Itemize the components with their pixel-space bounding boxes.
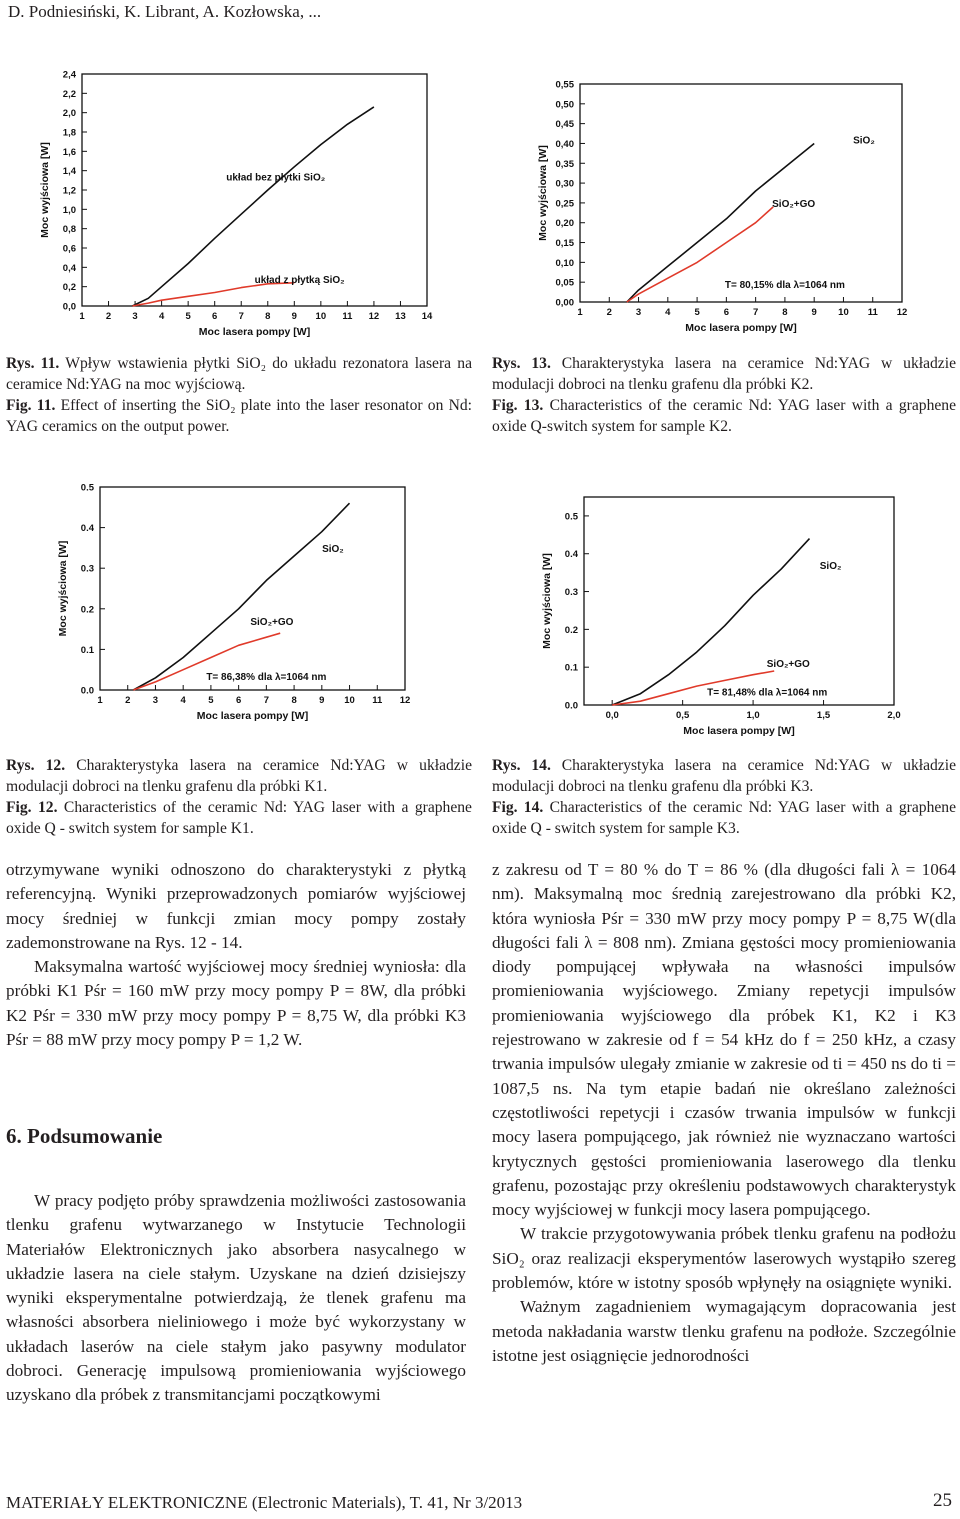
x-tick-label: 7 [752, 307, 759, 318]
caption-label: Fig. 12. [6, 799, 58, 816]
chart-fig12 [45, 475, 425, 730]
y-tick-label: 0,6 [62, 243, 76, 255]
x-axis-label: Moc lasera pompy [W] [683, 725, 795, 737]
series-label: SiO₂+GO [766, 659, 810, 671]
x-tick-label: 0,0 [605, 710, 619, 721]
page-number: 25 [933, 1490, 952, 1511]
caption-label: Fig. 11. [6, 397, 56, 414]
x-tick-label: 2 [606, 307, 612, 318]
x-tick-label: 8 [782, 307, 788, 318]
y-tick-label: 2,4 [62, 69, 76, 81]
x-tick-label: 3 [132, 311, 138, 322]
x-tick-label: 10 [315, 311, 327, 322]
x-tick-label: 1 [79, 311, 85, 322]
y-tick-label: 0.5 [564, 511, 578, 523]
caption-label: Fig. 13. [492, 397, 544, 414]
y-tick-label: 0.0 [80, 685, 94, 697]
figure-13 [530, 72, 925, 344]
x-tick-label: 12 [368, 311, 380, 322]
caption-text: Characteristics of the ceramic Nd: YAG laser with a graphene oxide Q - switch system for sample K3. [492, 799, 957, 837]
journal-footer: MATERIAŁY ELEKTRONICZNE (Electronic Materials), T. 41, Nr 3/2013 [6, 1493, 523, 1512]
caption-fig13 [492, 353, 956, 437]
paragraph: W trakcie przygotowywania próbek tlenku grafenu na podłożu SiO₂ oraz realizacji eksperymentów laserowych wystąpiło szereg problemów, które w istotny sposób wpłynęły na osiągnięte wyniki. [492, 1224, 956, 1293]
plot-frame [580, 84, 902, 302]
caption-fig14 [492, 755, 956, 839]
y-axis-label: Moc wyjściowa [W] [541, 553, 553, 649]
series-label: SiO₂ [322, 543, 344, 555]
caption-label: Rys. 11. [6, 355, 60, 372]
x-tick-label: 3 [152, 695, 159, 706]
figure-12 [45, 475, 425, 730]
series-label: SiO₂+GO [772, 198, 816, 210]
x-tick-label: 2,0 [887, 710, 901, 721]
y-tick-label: 0.4 [80, 523, 94, 535]
caption-label: Rys. 14. [492, 757, 551, 774]
body-left-bottom [6, 1189, 466, 1408]
x-tick-label: 13 [395, 311, 406, 322]
x-tick-label: 9 [291, 311, 297, 322]
y-tick-label: 0.2 [564, 624, 578, 636]
series-label: SiO₂+GO [250, 617, 294, 629]
body-right [492, 858, 956, 1368]
x-tick-label: 4 [158, 311, 165, 322]
plot-frame [584, 497, 894, 705]
running-header: D. Podniesiński, K. Librant, A. Kozłowska, ... [8, 2, 322, 21]
paragraph: Maksymalna wartość wyjściowej mocy średniej wyniosła: dla próbki K1 Pśr = 160 mW przy mocy pompy P = 8W, dla próbki K2 Pśr = 330 mW przy mocy pompy P = 8,75 W, dla próbki K3 Pśr = 88 mW przy mocy pompy P = 1,2 W. [6, 957, 466, 1050]
section-title: 6. Podsumowanie [6, 1124, 163, 1148]
x-axis-label: Moc lasera pompy [W] [198, 326, 311, 338]
caption-text: Charakterystyka lasera na ceramice Nd:YAG w układzie modulacji dobroci na tlenku grafenu dla próbki K3. [492, 757, 956, 795]
y-tick-label: 0,45 [555, 119, 574, 131]
y-tick-label: 0,55 [555, 79, 574, 91]
y-tick-label: 0,8 [62, 224, 76, 236]
y-tick-label: 1,4 [62, 166, 76, 178]
y-tick-label: 0,30 [555, 178, 574, 190]
x-tick-label: 11 [372, 695, 383, 706]
y-tick-label: 0.0 [564, 700, 578, 712]
x-tick-label: 1,0 [746, 710, 760, 721]
x-tick-label: 0,5 [676, 710, 690, 721]
x-tick-label: 1,5 [816, 710, 831, 721]
x-tick-label: 2 [125, 695, 131, 706]
series-label: układ bez płytki SiO₂ [226, 172, 326, 184]
y-axis-label: Moc wyjściowa [W] [537, 145, 549, 241]
y-tick-label: 0,15 [555, 238, 574, 250]
y-tick-label: 0.3 [80, 563, 94, 575]
caption-text: Effect of inserting the SiO₂ plate into the laser resonator on Nd: YAG ceramics on the output power. [6, 397, 472, 435]
x-tick-label: 11 [342, 311, 353, 322]
paragraph: z zakresu od T = 80 % do T = 86 % (dla długości fali λ = 1064 nm). Maksymalną moc średnią zarejestrowano dla próbki K2, która wyniosła Pśr = 330 mW przy mocy pompy P = 8,75 W(dla długości fali λ = 808 nm). Zmiana gęstości mocy promieniowania diody pompującej wpływała na własności impulsów promieniowania wyjściowego. Zmiany repetycji impulsów promieniowania wyjściowego dla próbek K1, K2 i K3 rejestrowano w zakresie od f = 54 kHz do f = 250 kHz, a czasy trwania impulsów ulegały zmianie w zakresie od ti = 450 ns do ti = 1087,5 ns. Na tym etapie badań nie określano zależności częstotliwości repetycji i czasów trwania impulsów w funkcji mocy lasera pompującego, jak również nie wyznaczano wartości krytycznych gęstości promieniowania laserowego dla tlenku grafenu, pozostając przy określeniu podstawowych charakterystyk mocy wyjściowej w funkcji mocy lasera pompującego. [492, 860, 956, 1220]
paragraph: Ważnym zagadnieniem wymagającym dopracowania jest metoda nakładania warstw tlenku grafenu na podłoże. Szczególnie istotne jest osiągnięcie jednorodności [492, 1297, 956, 1365]
series-line [612, 539, 809, 705]
caption-text: Charakterystyka lasera na ceramice Nd:YAG w układzie modulacji dobroci na tlenku grafenu dla próbki K2. [492, 355, 956, 393]
y-tick-label: 0,40 [555, 138, 574, 150]
transmittance-annotation: T= 81,48% dla λ=1064 nm [707, 687, 828, 699]
figure-11 [40, 62, 450, 352]
y-axis-label: Moc wyjściowa [W] [39, 142, 51, 238]
y-tick-label: 2,0 [62, 108, 76, 120]
series-label: układ z płytką SiO₂ [254, 274, 345, 286]
chart-fig13 [530, 72, 925, 344]
caption-fig11 [6, 353, 472, 437]
x-tick-label: 10 [344, 695, 355, 706]
y-tick-label: 2,2 [62, 88, 76, 100]
y-tick-label: 0.3 [564, 587, 578, 599]
x-tick-label: 9 [319, 695, 325, 706]
y-tick-label: 0,25 [555, 198, 574, 210]
x-tick-label: 4 [665, 307, 671, 318]
x-tick-label: 7 [238, 311, 244, 322]
body-left-top [6, 858, 466, 1052]
x-tick-label: 10 [838, 307, 849, 318]
series-label: SiO₂ [853, 135, 875, 147]
transmittance-annotation: T= 86,38% dla λ=1064 nm [206, 671, 327, 683]
x-tick-label: 8 [291, 695, 297, 706]
figure-14 [536, 485, 926, 743]
x-tick-label: 12 [896, 307, 908, 318]
y-tick-label: 0,4 [62, 262, 76, 274]
y-tick-label: 0.1 [80, 644, 94, 656]
caption-label: Rys. 12. [6, 757, 66, 774]
y-tick-label: 0,0 [62, 301, 76, 313]
paragraph: W pracy podjęto próby sprawdzenia możliwości zastosowania tlenku grafenu wytwarzanego w Instytucie Technologii Materiałów Elektronicznych jako absorbera nasycalnego w układzie lasera na ciele stałym. Uzyskane na dzień dzisiejszy wyniki eksperymentalne potwierdzają, że tlenek grafenu ma własności absorbera nieliniowego i może być wykorzystany w układach laserów na ciele stałym jako pasywny modulator dobroci. Generację impulsową promieniowania wyjściowego uzyskano dla próbek z transmitancjami początkowymi [6, 1191, 466, 1405]
x-tick-label: 4 [180, 695, 186, 706]
transmittance-annotation: T= 80,15% dla λ=1064 nm [724, 280, 845, 292]
x-tick-label: 1 [97, 695, 103, 706]
y-tick-label: 0.4 [564, 549, 578, 561]
chart-fig11 [40, 62, 450, 352]
series-label: SiO₂ [819, 560, 842, 572]
x-tick-label: 3 [635, 307, 642, 318]
x-tick-label: 1 [577, 307, 583, 318]
x-tick-label: 8 [265, 311, 271, 322]
y-tick-label: 1,2 [62, 185, 76, 197]
y-tick-label: 0.1 [564, 662, 578, 674]
x-tick-label: 5 [694, 307, 700, 318]
plot-frame [100, 487, 405, 690]
x-tick-label: 12 [399, 695, 411, 706]
caption-label: Fig. 14. [492, 799, 544, 816]
caption-text: Wpływ wstawienia płytki SiO₂ do układu rezonatora lasera na ceramice Nd:YAG na moc wyjściową. [6, 355, 472, 393]
x-tick-label: 11 [867, 307, 878, 318]
y-tick-label: 0,20 [555, 218, 574, 230]
x-axis-label: Moc lasera pompy [W] [685, 322, 797, 334]
caption-fig12 [6, 755, 472, 839]
y-tick-label: 0,35 [555, 158, 574, 170]
y-tick-label: 0,10 [555, 257, 574, 269]
paragraph: otrzymywane wyniki odnoszono do charakterystyki z płytką referencyjną. Wyniki przeprowadzonych pomiarów wyjściowej mocy średniej w funkcji zmian mocy pompy zostały zademonstrowane na Rys. 12 - 14. [6, 860, 466, 952]
caption-text: Characteristics of the ceramic Nd: YAG laser with a graphene oxide Q - switch system for sample K1. [6, 799, 472, 837]
series-line [627, 144, 814, 303]
x-tick-label: 2 [105, 311, 112, 322]
plot-frame [82, 74, 427, 306]
y-tick-label: 1,0 [62, 204, 76, 216]
series-line [133, 503, 349, 690]
x-tick-label: 6 [212, 311, 218, 322]
y-tick-label: 0,05 [555, 277, 574, 289]
x-tick-label: 14 [421, 311, 433, 322]
y-axis-label: Moc wyjściowa [W] [57, 540, 69, 637]
caption-text: Characteristics of the ceramic Nd: YAG laser with a graphene oxide Q-switch system for sample K2. [492, 397, 957, 435]
x-tick-label: 7 [263, 695, 270, 706]
chart-fig14 [536, 485, 926, 743]
x-tick-label: 9 [811, 307, 817, 318]
y-tick-label: 1,8 [62, 127, 76, 139]
y-tick-label: 0,50 [555, 99, 574, 111]
y-tick-label: 1,6 [62, 146, 76, 158]
y-tick-label: 0.2 [80, 604, 94, 616]
y-tick-label: 0,2 [62, 282, 76, 294]
caption-text: Charakterystyka lasera na ceramice Nd:YAG w układzie modulacji dobroci na tlenku grafenu dla próbki K1. [6, 757, 472, 795]
series-line [132, 283, 294, 306]
caption-label: Rys. 13. [492, 355, 551, 372]
x-tick-label: 5 [185, 311, 191, 322]
x-tick-label: 6 [723, 307, 730, 318]
y-tick-label: 0,00 [555, 297, 574, 309]
y-tick-label: 0.5 [80, 482, 94, 494]
x-tick-label: 5 [208, 695, 214, 706]
x-tick-label: 6 [235, 695, 242, 706]
x-axis-label: Moc lasera pompy [W] [196, 710, 309, 722]
